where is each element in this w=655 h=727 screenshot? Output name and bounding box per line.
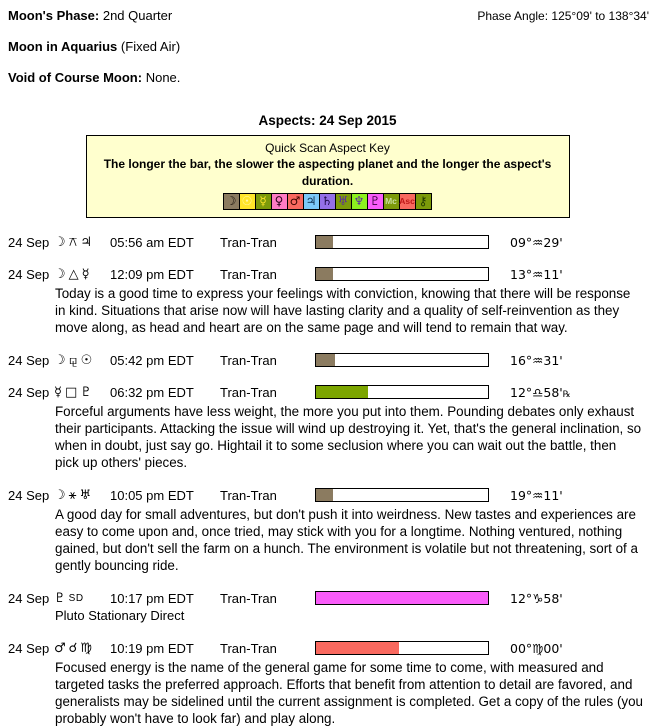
aspect-interpretation: Today is a good time to express your feelings with conviction, knowing that there will be response in kind. Situations that arise now will have lasting clarity and a quality of self-reinvention as they move along, as head and heart are on the same page and will tend to remain that way. xyxy=(55,286,631,335)
venus-icon: ♀ xyxy=(271,193,288,210)
aspect-row xyxy=(8,352,655,368)
moon-icon: ☽ xyxy=(54,266,66,282)
aspect-position-value: 12°♎58'℞ xyxy=(510,384,571,400)
aspect-date: 24 Sep xyxy=(8,487,50,503)
aspect-glyphs xyxy=(54,641,110,656)
moon-in-value: (Fixed Air) xyxy=(120,39,181,54)
moons-phase-label: Moon's Phase: xyxy=(8,8,100,23)
aspect-time: 06:32 pm EDT xyxy=(110,384,194,400)
phase-angle-label: Phase Angle: xyxy=(477,9,549,23)
aspect-type: Tran-Tran xyxy=(220,352,277,368)
conjunction-icon: ☌ xyxy=(68,640,78,656)
aspect-date: 24 Sep xyxy=(8,590,50,606)
aspect-date: 24 Sep xyxy=(8,384,50,400)
square-icon: □ xyxy=(64,384,78,400)
aspect-subtitle: Pluto Stationary Direct xyxy=(55,608,185,623)
moon-icon: ☽ xyxy=(54,234,66,250)
aspect-position-value: 00°♍00' xyxy=(510,640,563,656)
duration-bar xyxy=(315,591,489,605)
aspect-row xyxy=(8,640,655,656)
duration-bar-fill xyxy=(316,489,333,501)
stationary-direct-icon: SD xyxy=(68,592,84,604)
planet-key-icons xyxy=(224,193,432,210)
aspect-type: Tran-Tran xyxy=(220,266,277,282)
aspect-rows xyxy=(0,234,655,727)
duration-bar-fill xyxy=(316,268,333,280)
aspect-position-value: 09°♒29' xyxy=(510,234,563,250)
phase-angle xyxy=(477,8,649,24)
aspects-title: Aspects: 24 Sep 2015 xyxy=(258,113,397,128)
duration-bar xyxy=(315,385,489,399)
aspect-row xyxy=(8,590,655,606)
moons-phase-value: 2nd Quarter xyxy=(102,8,173,23)
aspect-row-left xyxy=(8,488,315,503)
aspect-date: 24 Sep xyxy=(8,234,50,250)
duration-bar-fill xyxy=(316,354,335,366)
aspect-row xyxy=(8,234,655,250)
mc-icon: Mc xyxy=(383,193,400,210)
duration-bar-fill xyxy=(316,592,488,604)
aspect-row-left xyxy=(8,641,315,656)
uranus-icon: ♅ xyxy=(335,193,352,210)
duration-bar xyxy=(315,488,489,502)
aspect-position-value: 19°♒11' xyxy=(510,487,563,503)
aspect-time: 05:56 am EDT xyxy=(110,234,194,250)
duration-bar xyxy=(315,641,489,655)
aspect-date: 24 Sep xyxy=(8,640,50,656)
aspect-interpretation: A good day for small adventures, but don't push it into weirdness. New tastes and experiences are easy to come upon and, once tried, may stick with you for a longtime. Nothing ventured, nothing gained, but don't sell the farm on a hunch. The environment is volatile but not threatening, sort of a gently bouncing ride. xyxy=(55,507,638,573)
moon-in-line xyxy=(8,39,647,55)
aspect-date: 24 Sep xyxy=(8,352,50,368)
moon-in-label: Moon in Aquarius xyxy=(8,39,118,54)
key-subtitle: The longer the bar, the slower the aspecting planet and the longer the aspect's duration. xyxy=(103,157,552,188)
moons-phase-line xyxy=(8,8,647,24)
mercury-icon: ☿ xyxy=(81,266,90,282)
phase-angle-value: 125°09' to 138°34' xyxy=(551,9,649,23)
chiron-icon: ⚷ xyxy=(415,193,432,210)
aspect-time: 10:05 pm EDT xyxy=(110,487,194,503)
aspect-type: Tran-Tran xyxy=(220,384,277,400)
aspect-position-value: 13°♒11' xyxy=(510,266,563,282)
duration-bar-fill xyxy=(316,236,333,248)
aspect-time: 10:17 pm EDT xyxy=(110,590,194,606)
saturn-icon: ♄ xyxy=(319,193,336,210)
duration-bar xyxy=(315,267,489,281)
aspect-glyphs xyxy=(54,267,110,282)
quick-scan-aspect-key xyxy=(86,135,570,218)
void-of-course-line xyxy=(8,70,647,86)
duration-bar-fill xyxy=(316,642,399,654)
aspect-row-left xyxy=(8,591,315,606)
sextile-icon: ⚹ xyxy=(68,487,77,503)
aspect-row-left xyxy=(8,353,315,368)
aspect-date: 24 Sep xyxy=(8,266,50,282)
sesquiquadrate-icon: ⚼ xyxy=(68,352,78,368)
aspect-row xyxy=(8,487,655,503)
asc-icon: Asc xyxy=(399,193,416,210)
sun-icon: ☉ xyxy=(80,352,93,368)
aspect-glyphs xyxy=(54,488,110,503)
aspect-glyphs xyxy=(54,235,110,250)
key-title: Quick Scan Aspect Key xyxy=(265,141,390,155)
duration-bar xyxy=(315,353,489,367)
void-of-course-label: Void of Course Moon: xyxy=(8,70,143,85)
sun-icon: ☉ xyxy=(239,193,256,210)
aspect-glyphs xyxy=(54,591,110,606)
jupiter-icon: ♃ xyxy=(303,193,320,210)
neptune-icon: ♆ xyxy=(351,193,368,210)
aspect-time: 12:09 pm EDT xyxy=(110,266,194,282)
aspect-glyphs xyxy=(54,385,110,400)
aspect-row-left xyxy=(8,267,315,282)
report-header xyxy=(0,0,655,86)
moon-icon: ☽ xyxy=(54,487,66,503)
aspect-position-value: 16°♒31' xyxy=(510,352,563,368)
void-of-course-value: None. xyxy=(145,70,181,85)
aspect-type: Tran-Tran xyxy=(220,487,277,503)
aspect-interpretation: Focused energy is the name of the general game for some time to come, with measured and targeted tasks the preferred approach. Efforts that benefit from attention to detail are favored, and generalists may be sidelined until the current assignment is completed. Get a copy of the rules (you probably won't have to look far) and play along. xyxy=(55,660,644,726)
trine-icon: △ xyxy=(68,266,79,282)
pluto-icon: ♇ xyxy=(367,193,384,210)
uranus-icon: ♅ xyxy=(79,487,92,503)
retrograde-icon: ℞ xyxy=(562,389,571,400)
pluto-icon: ♇ xyxy=(80,384,92,400)
quincunx-icon: ⚻ xyxy=(68,234,78,250)
mars-icon: ♂ xyxy=(54,640,66,656)
duration-bar-fill xyxy=(316,386,368,398)
moon-icon: ☽ xyxy=(54,352,66,368)
aspect-position-value: 12°♑58' xyxy=(510,590,563,606)
aspect-glyphs xyxy=(54,353,110,368)
mercury-icon: ☿ xyxy=(54,384,62,400)
duration-bar xyxy=(315,235,489,249)
aspect-type: Tran-Tran xyxy=(220,640,277,656)
jupiter-icon: ♃ xyxy=(80,234,92,250)
aspect-type: Tran-Tran xyxy=(220,590,277,606)
aspect-row xyxy=(8,266,655,282)
aspect-interpretation: Forceful arguments have less weight, the more you put into them. Pounding debates only exhaust their participants. Attacking the issue will wind up destroying it. Yet, that's the general inclination, so when in doubt, just say go. Hightail it to some seclusion where you can wait out the battle, then pick up others' pieces. xyxy=(55,404,642,470)
moon-icon: ☽ xyxy=(223,193,240,210)
virgo-icon: ♍ xyxy=(80,640,93,656)
mercury-icon: ☿ xyxy=(255,193,272,210)
aspect-row-left xyxy=(8,385,315,400)
aspect-row-left xyxy=(8,235,315,250)
aspect-type: Tran-Tran xyxy=(220,234,277,250)
aspect-time: 05:42 pm EDT xyxy=(110,352,194,368)
pluto-icon: ♇ xyxy=(54,590,66,606)
mars-icon: ♂ xyxy=(287,193,304,210)
aspect-row xyxy=(8,384,655,400)
aspect-time: 10:19 pm EDT xyxy=(110,640,194,656)
